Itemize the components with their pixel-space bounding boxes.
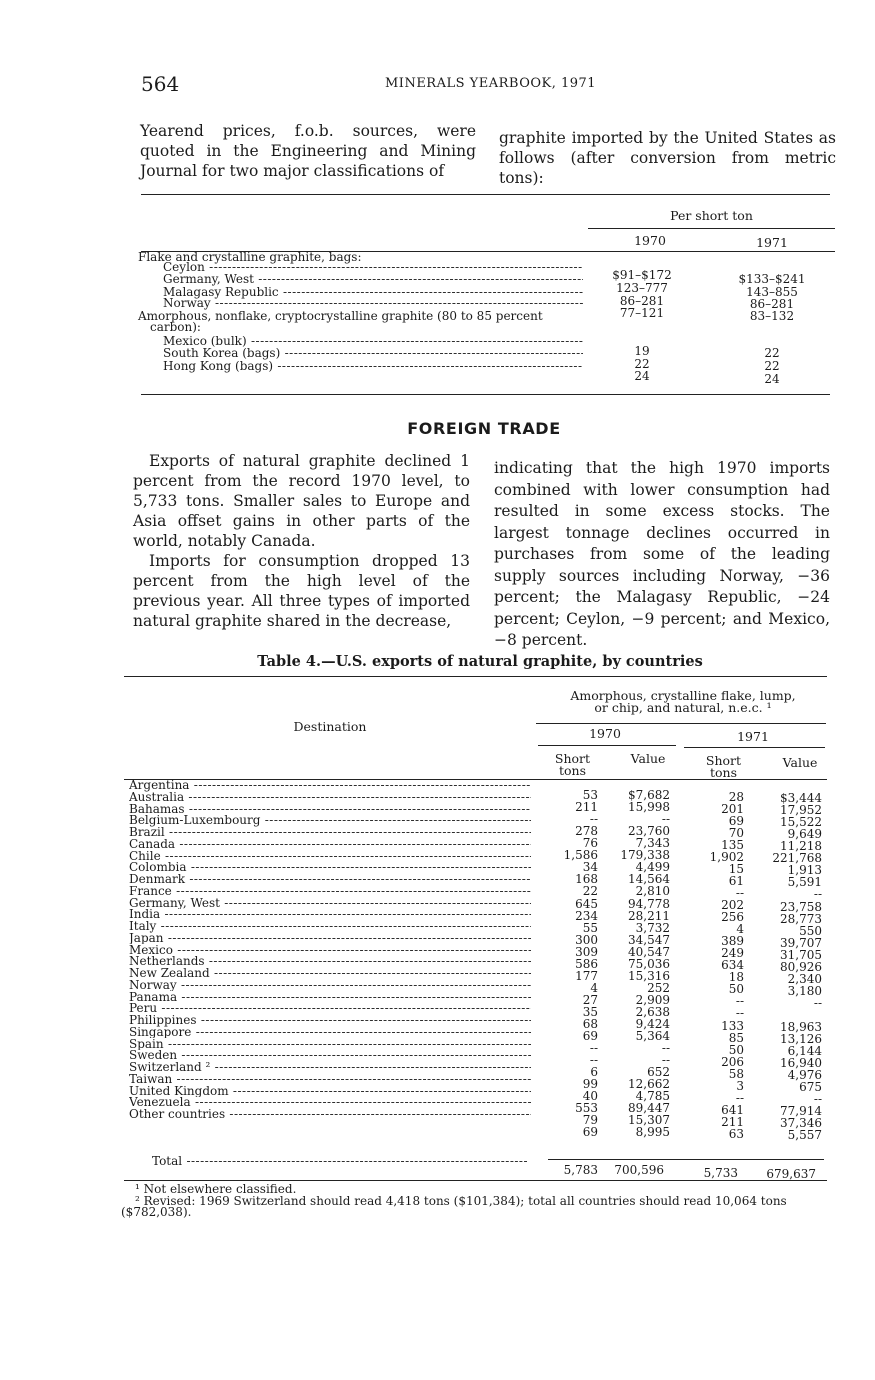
table4-tons-1970: 278	[575, 824, 598, 839]
table4-tons-1970: --	[589, 1041, 598, 1055]
table4-value-1971: 31,705	[780, 947, 822, 962]
table4-tons-1970: 79	[582, 1113, 598, 1128]
table4-value-1970: 4,785	[635, 1089, 670, 1104]
table4-group-header	[538, 690, 828, 714]
table4-tons-1971: 70	[728, 825, 744, 840]
short-tons-header-1970	[545, 753, 600, 777]
table4-country: Philippines -----	[129, 1015, 531, 1027]
table4-country: India -----	[129, 909, 531, 921]
intro-right-column	[499, 128, 836, 188]
table4-tons-1970: 211	[575, 800, 598, 814]
table4-value-1970: 3,732	[635, 920, 670, 935]
table4-total-rule	[548, 1159, 824, 1160]
table4-country: Germany, West -----	[129, 898, 531, 910]
table4-total-value-1971: 679,637	[766, 1167, 816, 1181]
table4-tons-1970: 234	[575, 908, 598, 923]
table4-value-1970: 8,995	[635, 1125, 670, 1140]
table4-tons-1971: 18	[728, 970, 744, 985]
short-tons-1970-line-2: tons	[558, 763, 586, 778]
price-row-1971: $133–$241	[738, 272, 806, 286]
table4-country: Other countries -----	[129, 1109, 531, 1121]
table4-value-1971: 18,963	[780, 1020, 822, 1034]
table4-value-1971: 28,773	[780, 911, 822, 926]
table4-country: Taiwan -----	[129, 1074, 531, 1086]
table4-value-1970: 179,338	[620, 848, 670, 863]
table4-value-1971: 11,218	[780, 839, 822, 854]
table4-country: Denmark -----	[129, 874, 531, 886]
table4-tons-1971: 50	[728, 982, 744, 997]
table4-tons-1971: 206	[721, 1054, 744, 1069]
footnotes	[121, 1184, 826, 1219]
table4-tons-1971: --	[735, 1090, 744, 1105]
price-row-1971: 22	[764, 359, 780, 373]
table4-country: United Kingdom -----	[129, 1086, 531, 1098]
table4-tons-1971: 28	[728, 789, 744, 804]
table4-tons-1970: 53	[582, 788, 598, 802]
table4-value-1971: 550	[799, 923, 822, 938]
table4-tons-1970: 586	[575, 956, 598, 971]
table4-tons-1970: 168	[575, 872, 598, 887]
price-row-1970: 123–777	[616, 281, 668, 295]
short-tons-1971-line-1: Short	[705, 753, 742, 768]
table4-tons-1971: 389	[721, 934, 744, 949]
price-table-top-rule	[141, 194, 830, 195]
table4-country: Australia -----	[129, 792, 531, 804]
table4-value-1970: $7,682	[628, 788, 670, 802]
table4-value-1970: 12,662	[628, 1077, 670, 1092]
table4-country: Venezuela -----	[129, 1097, 531, 1109]
table4-tons-1971: --	[735, 885, 744, 900]
table4-tons-1971: 133	[721, 1018, 744, 1033]
table4-value-1970: 652	[647, 1065, 670, 1080]
intro-right-text: graphite imported by the United States as follows (after conversion from metric tons):	[499, 129, 836, 187]
price-row-label: South Korea (bags) -----	[163, 348, 583, 360]
table4-value-1971: $3,444	[780, 791, 822, 805]
table4-value-1971: --	[813, 995, 822, 1010]
table4-tons-1970: 68	[582, 1017, 598, 1031]
table4-tons-1970: 40	[582, 1089, 598, 1104]
table4-tons-1970: 35	[582, 1004, 598, 1019]
short-tons-1971-line-2: tons	[709, 765, 737, 780]
price-row-1970: 24	[634, 369, 650, 383]
table4-group-rule	[536, 723, 826, 724]
table4-group-header-line-2: or chip, and natural, n.e.c. ¹	[594, 700, 772, 715]
table4-value-1971: 675	[799, 1080, 822, 1095]
table4-value-1971: 17,952	[780, 803, 822, 817]
price-row-1970: $91–$172	[612, 268, 672, 282]
table4-value-1970: 28,211	[628, 908, 670, 923]
table4-country: Singapore -----	[129, 1027, 531, 1039]
table4-top-rule	[124, 676, 827, 677]
table4-tons-1970: --	[589, 1053, 598, 1068]
short-tons-1970-line-1: Short	[554, 751, 591, 766]
table4-value-1970: 4,499	[635, 860, 670, 875]
price-row-label: Malagasy Republic -----	[163, 287, 583, 299]
price-row-1970: 86–281	[619, 294, 665, 308]
table4-country: Peru -----	[129, 1003, 531, 1015]
table4-value-1971: 4,976	[787, 1068, 822, 1083]
table4-1971-rule	[684, 747, 825, 748]
table4-value-1970: 94,778	[628, 896, 670, 911]
table4-tons-1970: 6	[590, 1065, 598, 1080]
table4-tons-1970: 22	[582, 884, 598, 899]
table4-value-1971: 221,768	[772, 851, 822, 866]
table4-tons-1970: 55	[582, 920, 598, 935]
table4-tons-1970: 177	[575, 968, 598, 983]
table4-tons-1970: 99	[582, 1077, 598, 1092]
short-tons-header-1971	[696, 755, 751, 779]
footnote-2: ² Revised: 1969 Switzerland should read 4,418 tons ($101,384); total all countries should read 10,064 tons ($782,038).	[121, 1193, 787, 1219]
table4-tons-1970: 4	[590, 980, 598, 995]
table4-tons-1970: 1,586	[563, 848, 598, 863]
table4-country: Panama -----	[129, 992, 531, 1004]
table4-country: Belgium-Luxembourg -----	[129, 815, 531, 827]
table4-value-1971: 37,346	[780, 1116, 822, 1131]
table4-tons-1971: 3	[736, 1078, 744, 1093]
table4-value-1971: --	[813, 887, 822, 902]
price-row-1970: 77–121	[619, 306, 665, 320]
table4-tons-1970: 76	[582, 836, 598, 851]
table4-tons-1971: 61	[728, 873, 744, 888]
table4-country: Argentina -----	[129, 780, 531, 792]
table4-value-1970: 2,810	[635, 884, 670, 899]
table4-value-1971: 23,758	[780, 899, 822, 914]
price-row-1971: 83–132	[749, 309, 795, 323]
table4-country: Norway -----	[129, 980, 531, 992]
table4-country: Brazil -----	[129, 827, 531, 839]
table4-value-1970: --	[661, 1053, 670, 1068]
table4-value-1970: 23,760	[628, 824, 670, 839]
table4-tons-1970: 300	[575, 932, 598, 947]
table4-bottom-rule	[124, 1180, 827, 1181]
table4-1970-rule	[538, 745, 676, 746]
page-number: 564	[141, 72, 180, 96]
intro-left-text: Yearend prices, f.o.b. sources, were quoted in the Engineering and Mining Journal for two major classifications of	[140, 122, 476, 180]
table4-value-1970: --	[661, 812, 670, 827]
table4-value-1970: 75,036	[628, 956, 670, 971]
table4-tons-1971: --	[735, 1006, 744, 1021]
table4-year-1971: 1971	[737, 729, 769, 744]
price-row-1971: 22	[764, 346, 780, 360]
price-row-1971: 143–855	[746, 285, 798, 299]
price-col-1971: 1971	[756, 235, 788, 250]
table4-tons-1971: 249	[721, 946, 744, 961]
price-col-1970: 1970	[634, 233, 666, 248]
table4-tons-1971: 634	[721, 958, 744, 973]
table4-tons-1971: 256	[721, 910, 744, 924]
table4-tons-1970: 69	[582, 1029, 598, 1043]
table4-tons-1971: 1,902	[709, 849, 744, 864]
table4-tons-1970: 27	[582, 992, 598, 1007]
table4-tons-1970: 553	[575, 1101, 598, 1116]
table4-country: Switzerland ² -----	[129, 1062, 531, 1074]
table4-country: Netherlands -----	[129, 956, 531, 968]
table4-country: Mexico -----	[129, 945, 531, 957]
price-row-label: Mexico (bulk) -----	[163, 336, 583, 348]
table4-country: Colombia -----	[129, 862, 531, 874]
table4-value-1970: 89,447	[628, 1101, 670, 1116]
price-row-1970: 22	[634, 357, 650, 371]
price-table-bottom-rule	[141, 394, 830, 395]
table4-country: Japan -----	[129, 933, 531, 945]
table4-value-1970: 15,316	[628, 968, 670, 983]
trade-left-column	[133, 451, 470, 631]
intro-left-column	[140, 121, 476, 181]
table4-tons-1970: 69	[582, 1125, 598, 1140]
table4-total-tons-1971: 5,733	[703, 1166, 738, 1180]
running-title: MINERALS YEARBOOK, 1971	[385, 76, 597, 91]
table4-tons-1971: 211	[721, 1114, 744, 1129]
table4-tons-1971: 69	[728, 813, 744, 828]
table4-tons-1971: 641	[721, 1102, 744, 1117]
table4-value-1970: 40,547	[628, 944, 670, 959]
trade-right-column	[494, 458, 830, 652]
price-row-label: Ceylon -----	[163, 262, 583, 274]
table4-value-1971: 5,557	[787, 1128, 822, 1143]
table4-country: Sweden -----	[129, 1050, 531, 1062]
table4-value-1970: 2,638	[635, 1004, 670, 1019]
table4-tons-1970: 645	[575, 896, 598, 911]
footnote-1: ¹ Not elsewhere classified.	[135, 1182, 297, 1196]
table4-tons-1971: 15	[728, 861, 744, 876]
table4-country: Bahamas -----	[129, 804, 531, 816]
table4-tons-1970: --	[589, 812, 598, 827]
table4-value-1970: 252	[647, 980, 670, 995]
table4-year-1970: 1970	[589, 726, 621, 741]
destination-header: Destination	[293, 719, 367, 734]
table4-value-1971: 5,591	[787, 875, 822, 890]
table4-value-1971: 80,926	[780, 959, 822, 974]
table4-tons-1970: 309	[575, 944, 598, 959]
price-row-label: Hong Kong (bags) -----	[163, 361, 583, 373]
table4-country: New Zealand -----	[129, 968, 531, 980]
table4-value-1970: 34,547	[628, 932, 670, 947]
price-row-label: carbon):	[150, 320, 201, 334]
table4-value-1970: 5,364	[635, 1029, 670, 1043]
table4-country: France -----	[129, 886, 531, 898]
table4-total-value-1970: 700,596	[614, 1163, 664, 1177]
value-header-1970: Value	[630, 751, 666, 766]
table4-value-1970: 7,343	[635, 836, 670, 851]
table4-value-1970: 15,998	[628, 800, 670, 814]
price-row-1971: 86–281	[749, 297, 795, 311]
price-group-header: Per short ton	[670, 208, 753, 223]
table4-value-1971: 16,940	[780, 1056, 822, 1071]
table4-value-1971: 3,180	[787, 983, 822, 998]
table4-value-1971: 2,340	[787, 971, 822, 986]
price-row-label: Germany, West -----	[163, 274, 583, 286]
price-row-label: Flake and crystalline graphite, bags:	[138, 250, 362, 264]
table4-tons-1971: 202	[721, 898, 744, 912]
table4-total-label: Total -----	[152, 1156, 527, 1168]
price-row-1971: 24	[764, 372, 780, 386]
table4-tons-1971: 4	[736, 922, 744, 936]
table4-tons-1971: 63	[728, 1126, 744, 1141]
table4-value-1970: --	[661, 1041, 670, 1055]
table4-value-1971: 13,126	[780, 1032, 822, 1046]
table4-value-1971: 39,707	[780, 935, 822, 950]
table4-tons-1970: 34	[582, 860, 598, 875]
table4-tons-1971: 135	[721, 837, 744, 852]
table4-value-1970: 15,307	[628, 1113, 670, 1128]
table4-tons-1971: 50	[728, 1042, 744, 1057]
section-heading: FOREIGN TRADE	[407, 419, 561, 438]
price-row-label: Norway -----	[163, 298, 583, 310]
table4-value-1970: 2,909	[635, 992, 670, 1007]
table4-tons-1971: --	[735, 994, 744, 1009]
table4-value-1971: 9,649	[787, 827, 822, 842]
trade-right-text: indicating that the high 1970 imports combined with lower consumption had resulted in some excess stocks. The largest tonnage declines occurred in purchases from some of the leading supply sources including Norway, −36 percent; the Malagasy Republic, −24 percent; Ceylon, −9 percent; and Mexico, −8 percent.	[494, 459, 830, 649]
table4-value-1971: 15,522	[780, 815, 822, 830]
table4-group-header-line-1: Amorphous, crystalline flake, lump,	[570, 688, 796, 703]
table4-country: Spain -----	[129, 1039, 531, 1051]
table4-tons-1971: 85	[728, 1030, 744, 1045]
table4-value-1971: --	[813, 1092, 822, 1107]
table4-value-1970: 9,424	[635, 1017, 670, 1031]
trade-left-paragraph-2: Imports for consumption dropped 13 percent from the high level of the previous year. All three types of imported natural graphite shared in the decrease,	[133, 552, 470, 630]
table4-value-1971: 77,914	[780, 1104, 822, 1119]
price-row-1970: 19	[634, 344, 650, 358]
table4-tons-1971: 58	[728, 1066, 744, 1081]
table4-country: Chile -----	[129, 851, 531, 863]
price-row-label: Amorphous, nonflake, cryptocrystalline graphite (80 to 85 percent	[138, 309, 543, 323]
table4-caption: Table 4.—U.S. exports of natural graphite, by countries	[257, 653, 703, 670]
table4-total-tons-1970: 5,783	[563, 1163, 598, 1177]
table4-value-1970: 14,564	[628, 872, 670, 887]
table4-country: Canada -----	[129, 839, 531, 851]
table4-country: Italy -----	[129, 921, 531, 933]
trade-left-paragraph-1: Exports of natural graphite declined 1 percent from the record 1970 level, to 5,733 tons. Smaller sales to Europe and Asia offset gains in other parts of the world, notably Canada.	[133, 452, 470, 550]
table4-tons-1971: 201	[721, 801, 744, 816]
price-group-rule	[588, 228, 835, 229]
table4-value-1971: 6,144	[787, 1044, 822, 1058]
value-header-1971: Value	[782, 755, 818, 770]
table4-value-1971: 1,913	[787, 863, 822, 878]
